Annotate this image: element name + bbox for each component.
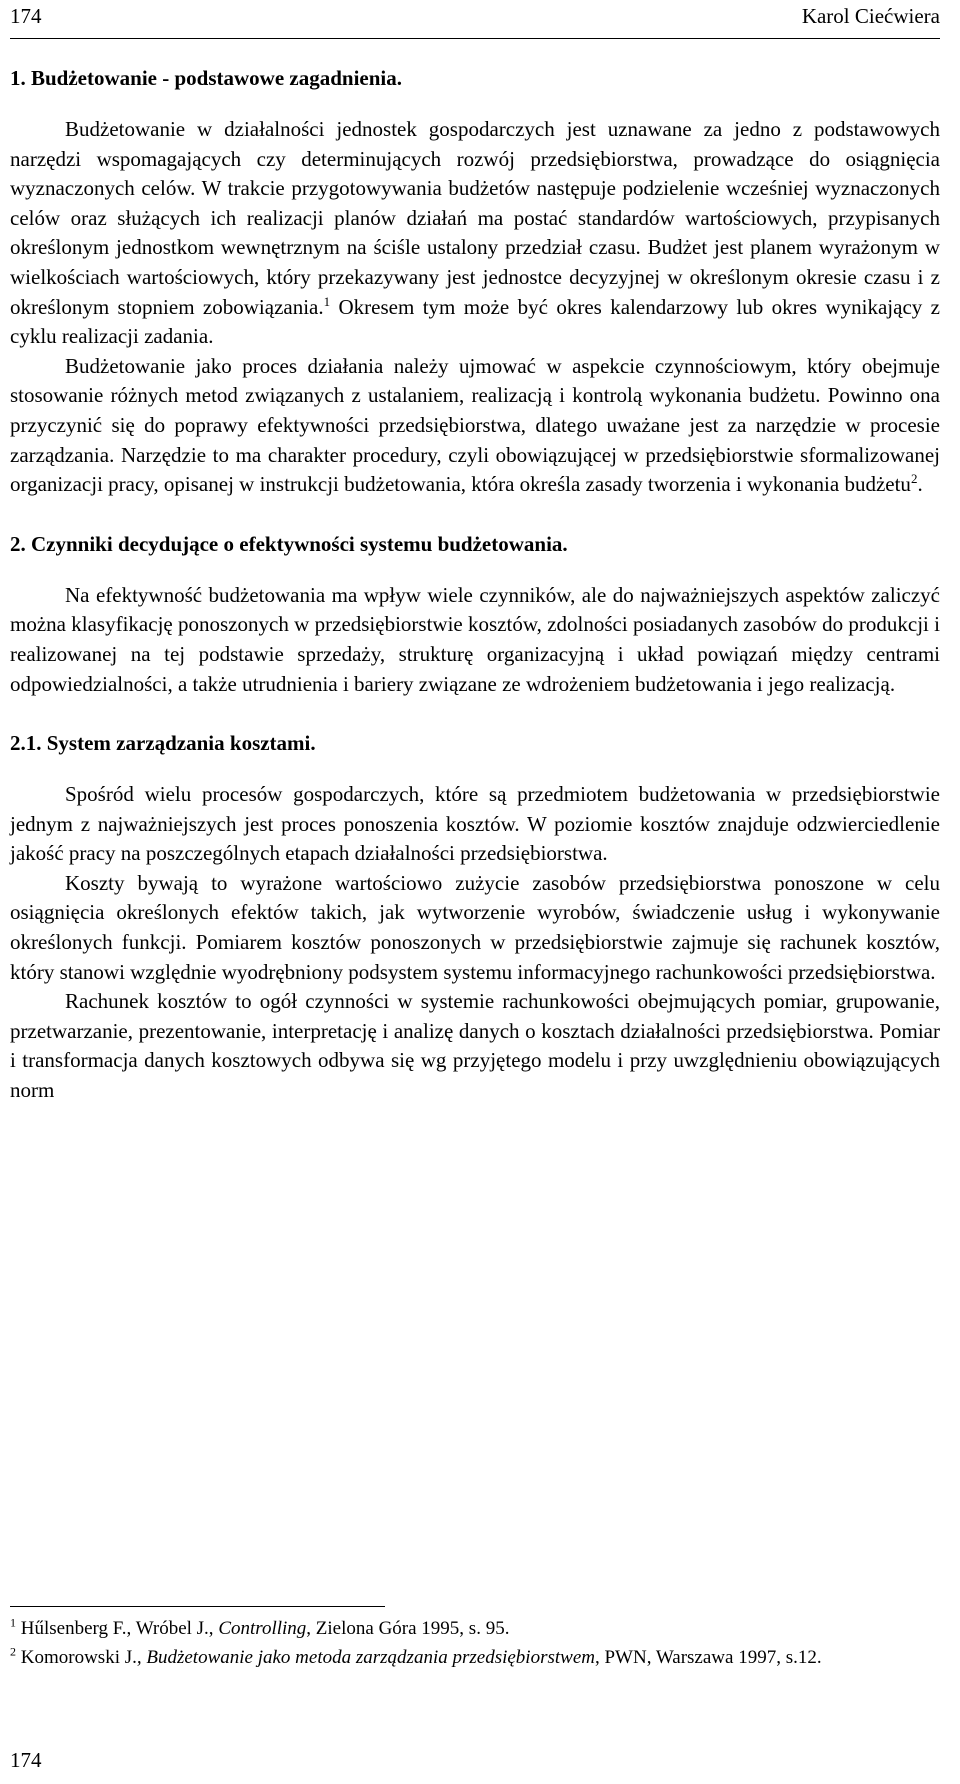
document-body <box>10 64 940 1106</box>
section-1-paragraph-1: Budżetowanie w działalności jednostek gospodarczych jest uznawane za jedno z podstawowych narzędzi wspomagających czy determinujących rozwój przedsiębiorstwa, prowadzące do osiągnięcia wyznaczonych celów. W trakcie przygotowywania budżetów następuje podzielenie wcześniej wyznaczonych celów oraz służących ich realizacji planów działań ma postać standardów wartościowych, przypisanych określonym jednostkom wewnętrznym na ściśle ustalony przedział czasu. Budżet jest planem wyrażonym w wielkościach wartościowych, który przekazywany jest jednostce decyzyjnej w określonym okresie czasu i z określonym stopniem zobowiązania.$^1$ Okresem tym może być okres kalendarzowy lub okres wynikający z cyklu realizacji zadania. <box>10 117 940 349</box>
footnote-2: $^2$ Komorowski J., Budżetowanie jako metoda zarządzania przedsiębiorstwem, PWN, Warszawa 1997, s.12. <box>10 1644 822 1668</box>
section-2-1-heading: 2.1. System zarządzania kosztami. <box>10 731 316 756</box>
header-author: Karol Ciećwiera <box>801 4 940 28</box>
footnotes <box>10 1616 940 1674</box>
footer-page-number: 174 <box>10 1748 42 1772</box>
section-2-1-paragraph-2: Koszty bywają to wyrażone wartościowo zużycie zasobów przedsiębiorstwa ponoszone w celu osiągnięcia określonych efektów takich, jak wytworzenie wyrobów, świadczenie usług i wykonywanie określonych funkcji. Pomiarem kosztów ponoszonych w przedsiębiorstwie zajmuje się rachunek kosztów, który stanowi względnie wyodrębniony podsystem systemu informacyjnego rachunkowości przedsiębiorstwa. <box>10 870 940 984</box>
section-2-1-paragraph-1: Spośród wielu procesów gospodarczych, które są przedmiotem budżetowania w przedsiębiorstwie jednym z najważniejszych jest proces ponoszenia kosztów. W poziomie kosztów znajduje odzwierciedlenie jakość pracy na poszczególnych etapach działalności przedsiębiorstwa. <box>10 782 940 866</box>
header-rule <box>10 38 940 39</box>
header-page-number: 174 <box>10 4 42 28</box>
footnote-ref-2[interactable]: 2 <box>910 471 918 487</box>
section-2-paragraph-1: Na efektywność budżetowania ma wpływ wiele czynników, ale do najważniejszych aspektów zaliczyć można klasyfikację ponoszonych w przedsiębiorstwie kosztów, zdolności posiadanych zasobów do produkcji i realizowanej na tej podstawie sprzedaży, strukturę organizacyjną i układ powiązań między centrami odpowiedzialności, a także utrudnienia i bariery związane ze wdrożeniem budżetowania i jego realizacją. <box>10 582 940 696</box>
section-2-1-paragraph-3: Rachunek kosztów to ogół czynności w systemie rachunkowości obejmujących pomiar, grupowanie, przetwarzanie, prezentowanie, interpretację i analizę danych o kosztach działalności przedsiębiorstwa. Pomiar i transformacja danych kosztowych odbywa się wg przyjętego modelu i przy uwzględnieniu obowiązujących norm <box>10 989 940 1103</box>
footnote-ref-1[interactable]: 1 <box>323 293 331 309</box>
section-1-heading: 1. Budżetowanie - podstawowe zagadnienia. <box>10 66 403 90</box>
footnote-separator <box>10 1606 385 1607</box>
footnote-1: $^1$ Hűlsenberg F., Wróbel J., Controlling, Zielona Góra 1995, s. 95. <box>10 1615 510 1639</box>
section-1-paragraph-2: Budżetowanie jako proces działania należy ujmować w aspekcie czynnościowym, który obejmuje stosowanie różnych metod związanych z ustalaniem, realizacją i kontrolą wykonania budżetu. Powinno ona przyczynić się do poprawy efektywności przedsiębiorstwa, dlatego uważane jest za narzędzie w procesie zarządzania. Narzędzie to ma charakter procedury, czyli obowiązującej w przedsiębiorstwie sformalizowanej organizacji pracy, opisanej w instrukcji budżetowania, która określa zasady tworzenia i wykonania budżetu$^2$. <box>10 353 940 497</box>
section-2-heading: 2. Czynniki decydujące o efektywności systemu budżetowania. <box>10 531 568 556</box>
